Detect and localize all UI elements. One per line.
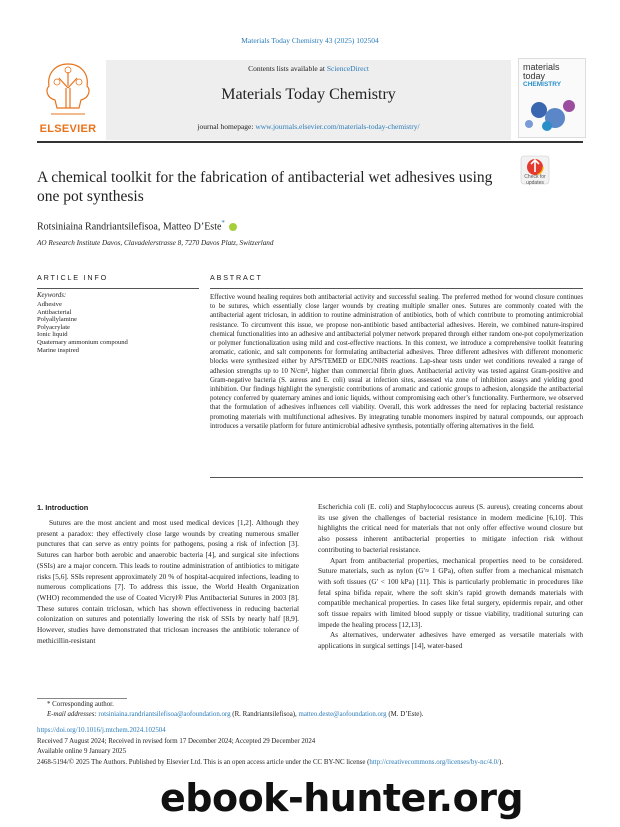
- watermark-text: ebook-hunter.org: [160, 776, 524, 820]
- abstract-bottom-rule: [210, 477, 583, 478]
- keyword: Polyallylamine: [37, 316, 77, 324]
- keyword: Adhesive: [37, 301, 62, 308]
- sciencedirect-link[interactable]: ScienceDirect: [326, 64, 369, 73]
- body-column-right: [318, 502, 583, 652]
- email-link[interactable]: matteo.deste@aofoundation.org: [298, 711, 387, 718]
- email-link[interactable]: rotsiniaina.randriantsilefisoa@aofoundation.org: [98, 711, 231, 718]
- author-name[interactable]: Matteo D’Este: [162, 221, 222, 233]
- license-line: 2468-5194/© 2025 The Authors. Published by Elsevier Ltd. This is an open access article under the CC BY-NC license (http://creativecommons.org/licenses/by-nc/4.0/).: [37, 758, 504, 766]
- body-paragraph: As alternatives, underwater adhesives have emerged as versatile materials with applications in surgical settings [14], water-based: [318, 630, 583, 651]
- available-online: Available online 9 January 2025: [37, 748, 127, 755]
- journal-citation[interactable]: Materials Today Chemistry 43 (2025) 102504: [241, 36, 379, 45]
- body-column-left: [37, 518, 299, 646]
- corresponding-author-mark[interactable]: *: [221, 219, 225, 227]
- check-updates-label: Check for updates: [524, 174, 546, 186]
- journal-homepage: journal homepage: www.journals.elsevier.com/materials-today-chemistry/: [197, 122, 420, 131]
- footnote-rule: [37, 698, 127, 699]
- cover-subtitle: CHEMISTRY: [523, 81, 562, 88]
- author-name[interactable]: Rotsiniaina Randriantsilefisoa: [37, 221, 158, 233]
- publication-metadata: [37, 726, 583, 768]
- doi-link[interactable]: https://doi.org/10.1016/j.mtchem.2024.102504: [37, 727, 166, 734]
- contents-line: Contents lists available at ScienceDirect: [248, 64, 369, 73]
- article-info-heading: ARTICLE INFO: [37, 273, 108, 282]
- publisher-logo-text: ELSEVIER: [39, 123, 97, 135]
- keywords-label: Keywords:: [37, 292, 67, 299]
- body-paragraph: Sutures are the most ancient and most used medical devices [1,2]. Although they present a paradox: they effectively close large wounds by creating numerous smaller punctures that can serve as entry points for pathogens, posing a risk of infection [3]. Sutures can harbor both aerobic and anaerobic bacteria [4], and surgical site infections (SSIs) are a major concern. This leads to routine administration of antibiotics to mitigate risks [5,6]. SSIs represent approximately 20 % of hospital-acquired infections, leading to numerous complications [7]. To address this issue, the World Health Organization (WHO) recommended the use of Coated Vicryl® Plus Antibacterial Sutures in 2003 [8]. These sutures contain triclosan, which has shown effectiveness in reducing bacterial colonization on sutures and potentially lowering the risk of SSIs by nearly half [8,9]. However, studies have demonstrated that triclosan increases the antibiotic tolerance of methicillin-resistant: [37, 518, 299, 645]
- orcid-icon[interactable]: [229, 223, 237, 231]
- keyword: Ionic liquid: [37, 331, 68, 339]
- journal-cover-thumbnail[interactable]: [518, 58, 586, 138]
- body-paragraph: Escherichia coli (E. coli) and Staphylococcus aureus (S. aureus), creating concerns about its use given the challenges of bacterial resistance in modern medicine [6,10]. This highlights the critical need for materials that not only offer effective wound closure but also possess inherent antibacterial properties to mitigate infection risk without contributing to bacterial resistance.: [318, 502, 583, 554]
- article-info-rule: [37, 288, 199, 289]
- email-line: E-mail addresses: rotsiniaina.randriantsilefisoa@aofoundation.org (R. Randriantsilefisoa), matteo.deste@aofoundation.org (M. D’Este).: [47, 711, 424, 718]
- body-paragraph: Apart from antibacterial properties, mechanical properties need to be considered. Suture materials, such as nylon (G′≈ 1 GPa), often suffer from a mechanical mismatch with soft tissues (G′ < 100 kPa) [11]. This is particularly problematic in procedures like fetal spina bifida repair, where the soft skin’s rapid growth demands materials with compatible mechanical properties. In cases like fetal surgery, epidermis repair, and other soft tissue repairs with limited blood supply or tissue viability, traditional suturing can impede the healing process [12,13].: [318, 555, 583, 629]
- section-heading-introduction: 1. Introduction: [37, 503, 89, 512]
- received-dates: Received 7 August 2024; Received in revised form 17 December 2024; Accepted 29 December 2024: [37, 737, 316, 745]
- abstract-rule: [210, 288, 583, 289]
- keyword: Antibacterial: [37, 308, 72, 316]
- keyword: Quaternary ammonium compound: [37, 338, 128, 346]
- corresponding-author-note: * Corresponding author.: [47, 701, 114, 708]
- homepage-link[interactable]: www.journals.elsevier.com/materials-today-chemistry/: [255, 122, 420, 131]
- author-list: Rotsiniaina Randriantsilefisoa, Matteo D’Este*: [37, 219, 237, 232]
- license-link[interactable]: http://creativecommons.org/licenses/by-nc/4.0/: [369, 758, 500, 766]
- footnotes: [37, 700, 583, 720]
- cover-title-line2: today: [523, 71, 546, 81]
- cover-artwork-icon: [519, 88, 585, 138]
- keyword: Marine inspired: [37, 346, 79, 354]
- header-rule: [37, 141, 583, 143]
- article-title: A chemical toolkit for the fabrication of antibacterial wet adhesives using one pot synthesis: [37, 169, 493, 205]
- abstract-text: Effective wound healing requires both antibacterial activity and successful sealing. The preferred method for wound closure continues to be sutures, which essentially close larger wounds by creating multiple smaller ones. Sutures are commonly coated with the antibacterial agent triclosan, in addition to routine administration of antibiotics, both of which contribute to promoting antimicrobial resistance. To circumvent this issue, we propose non-antibiotic based antibacterial adhesives. Herein, we combined nature-inspired chemical functionalities into an adhesive and antibacterial polymer network prepared through either random one-pot copolymerization or polymer functionalization using mild and cost-effective reactions. In this context, we introduce a comprehensive toolkit featuring aromatic, cationic, and salt components for formulating antibacterial adhesives. Three different adhesives with different monomeric blocks were synthesized either by APS/TEMED or EDC/NHS reactions. Lap-shear tests under wet conditions revealed a range of adhesion strengths up to 10 N/cm², higher than commercial fibrin glues. Antibacterial activity was tested against Gram-positive and Gram-negative bacteria (S. aureus and E. coli) usual at infection sites, assessed via zone of inhibition assays and yielding good inhibition. Our findings highlight the synergistic contributions of aromatic and cationic groups to adhesion, alongside the antibacterial potency conferred by quaternary amines and ionic liquids, without compromising each other’s functionality. Furthermore, we observed that the formulation of adhesives influences cell viability. Overall, this work addresses the need for replacing bacterial resistance promoting materials with multifunctional adhesives. By integrating tunable monomers inspired by natural compounds, our approach introduces a versatile platform for future antimicrobial adhesive synthesis, potentially offering alternatives in the field.: [210, 294, 583, 430]
- affiliation: AO Research Institute Davos, Clavadelerstrasse 8, 7270 Davos Platz, Switzerland: [37, 239, 274, 247]
- journal-title: Materials Today Chemistry: [221, 86, 396, 103]
- keywords-list: [37, 301, 128, 354]
- cover-title-line1: materials: [523, 62, 560, 72]
- keyword: Polyacrylate: [37, 323, 70, 331]
- abstract-heading: ABSTRACT: [210, 273, 263, 282]
